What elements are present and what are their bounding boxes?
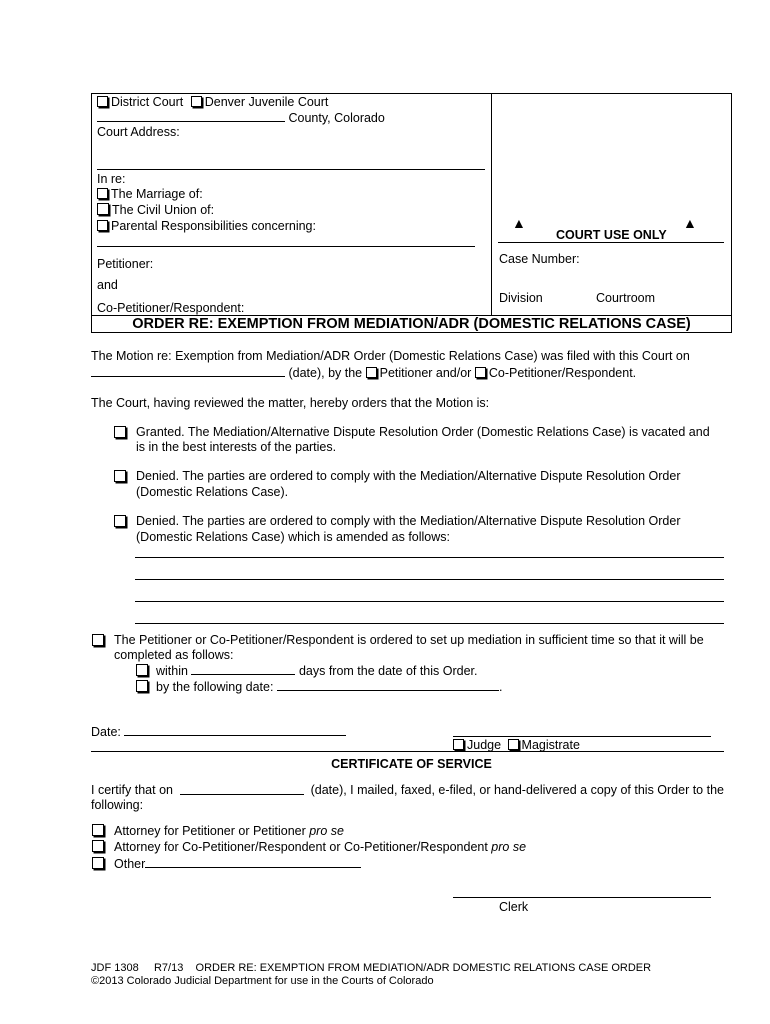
in-re-marriage bbox=[97, 187, 203, 202]
other-blank[interactable] bbox=[145, 856, 361, 868]
parental-checkbox[interactable] bbox=[97, 220, 108, 231]
recipient-2-pro-se: pro se bbox=[491, 840, 527, 854]
recipient-3-checkbox[interactable] bbox=[92, 857, 104, 869]
magistrate-checkbox[interactable] bbox=[508, 739, 519, 750]
mediation-by-date-row bbox=[136, 679, 502, 695]
motion-co-petitioner-label: Co-Petitioner/Respondent. bbox=[488, 366, 637, 380]
amendment-line-4[interactable] bbox=[135, 623, 724, 624]
magistrate-label: Magistrate bbox=[521, 738, 580, 752]
caption-divider bbox=[491, 93, 492, 315]
in-re-parental bbox=[97, 219, 316, 234]
clerk-label: Clerk bbox=[499, 900, 529, 914]
recipient-2-label: Attorney for Co-Petitioner/Respondent or Co-Petitioner/Respondent bbox=[114, 840, 492, 854]
county-suffix: County, Colorado bbox=[288, 111, 385, 125]
denied-line-1: Denied. The parties are ordered to comply with the Mediation/Alternative Dispute Resolution Order bbox=[136, 469, 681, 483]
civil-union-checkbox[interactable] bbox=[97, 203, 109, 215]
certificate-divider bbox=[91, 751, 724, 752]
county-blank[interactable] bbox=[97, 110, 285, 122]
certificate-line-2: following: bbox=[91, 798, 144, 812]
amendment-line-3[interactable] bbox=[135, 601, 724, 602]
within-checkbox[interactable] bbox=[136, 664, 148, 676]
civil-union-label: The Civil Union of: bbox=[112, 203, 215, 217]
mediation-checkbox[interactable] bbox=[92, 634, 104, 646]
footer-line-1: JDF 1308 R7/13 ORDER RE: EXEMPTION FROM MEDIATION/ADR DOMESTIC RELATIONS CASE ORDER bbox=[91, 962, 652, 974]
certify-date-blank[interactable] bbox=[180, 783, 304, 795]
co-petitioner-label: Co-Petitioner/Respondent: bbox=[97, 301, 245, 315]
granted-line-1: Granted. The Mediation/Alternative Dispute Resolution Order (Domestic Relations Case) is vacated and bbox=[136, 425, 710, 439]
denied-checkbox[interactable] bbox=[114, 470, 126, 482]
court-address-line[interactable] bbox=[97, 169, 485, 170]
judge-checkbox[interactable] bbox=[453, 739, 464, 750]
court-address-label: Court Address: bbox=[97, 125, 180, 139]
and-label: and bbox=[97, 278, 118, 292]
by-date-label: by the following date: bbox=[156, 680, 274, 694]
recipient-1-checkbox[interactable] bbox=[92, 824, 104, 836]
certificate-heading: CERTIFICATE OF SERVICE bbox=[331, 757, 492, 771]
motion-date-blank[interactable] bbox=[91, 365, 285, 377]
motion-petitioner-checkbox[interactable] bbox=[366, 367, 377, 378]
recipient-1-pro-se: pro se bbox=[309, 824, 344, 838]
judge-signature-line[interactable] bbox=[453, 736, 711, 737]
parties-line[interactable] bbox=[97, 246, 475, 247]
signature-date-blank[interactable] bbox=[124, 724, 346, 736]
page-title: ORDER RE: EXEMPTION FROM MEDIATION/ADR (DOMESTIC RELATIONS CASE) bbox=[132, 316, 691, 332]
motion-line-1: The Motion re: Exemption from Mediation/ADR Order (Domestic Relations Case) was filed with this Court on bbox=[91, 349, 690, 363]
court-finding: The Court, having reviewed the matter, hereby orders that the Motion is: bbox=[91, 396, 490, 410]
recipient-1 bbox=[92, 824, 344, 839]
denver-juvenile-court-label: Denver Juvenile Court bbox=[204, 95, 329, 109]
certify-suffix: (date), I mailed, faxed, e-filed, or hand-delivered a copy of this Order to the bbox=[310, 783, 724, 797]
court-use-only: COURT USE ONLY bbox=[556, 228, 667, 242]
denied-line-2: (Domestic Relations Case). bbox=[136, 485, 289, 499]
clerk-signature-line[interactable] bbox=[453, 897, 711, 898]
motion-petitioner-label: Petitioner and/or bbox=[379, 366, 472, 380]
recipient-2-checkbox[interactable] bbox=[92, 840, 104, 852]
within-label: within bbox=[156, 664, 188, 678]
denied-amended-line-1: Denied. The parties are ordered to comply with the Mediation/Alternative Dispute Resolution Order bbox=[136, 514, 681, 528]
signature-date-label: Date: bbox=[91, 725, 121, 739]
division-label: Division bbox=[499, 291, 543, 305]
judge-label: Judge bbox=[467, 738, 502, 752]
case-number-label: Case Number: bbox=[499, 252, 580, 266]
certificate-line-1 bbox=[91, 783, 724, 798]
marriage-label: The Marriage of: bbox=[111, 187, 203, 201]
denied-amended-line-2: (Domestic Relations Case) which is amended as follows: bbox=[136, 530, 451, 544]
in-re-label: In re: bbox=[97, 172, 126, 186]
mediation-within-row bbox=[136, 663, 478, 679]
amendment-line-2[interactable] bbox=[135, 579, 724, 580]
within-days-blank[interactable] bbox=[191, 663, 295, 675]
courtroom-label: Courtroom bbox=[596, 291, 656, 305]
mediation-line-2: completed as follows: bbox=[114, 648, 234, 662]
footer-line-2: ©2013 Colorado Judicial Department for use in the Courts of Colorado bbox=[91, 975, 434, 987]
amendment-line-1[interactable] bbox=[135, 557, 724, 558]
granted-checkbox[interactable] bbox=[114, 426, 126, 438]
recipient-3-label: Other bbox=[114, 857, 146, 871]
marriage-checkbox[interactable] bbox=[97, 188, 108, 199]
recipient-3 bbox=[92, 856, 361, 872]
motion-date-by: (date), by the bbox=[288, 366, 363, 380]
certify-prefix: I certify that on bbox=[91, 783, 173, 797]
district-court-label: District Court bbox=[111, 95, 184, 109]
district-court-checkbox[interactable] bbox=[97, 96, 108, 107]
denver-juvenile-court-checkbox[interactable] bbox=[191, 96, 202, 107]
court-use-line bbox=[498, 242, 724, 243]
by-date-checkbox[interactable] bbox=[136, 680, 148, 692]
recipient-2 bbox=[92, 840, 526, 855]
by-date-suffix: . bbox=[498, 680, 503, 694]
mediation-line-1: The Petitioner or Co-Petitioner/Respondent is ordered to set up mediation in sufficient time so that it will be bbox=[114, 633, 704, 647]
parental-label: Parental Responsibilities concerning: bbox=[111, 219, 316, 233]
recipient-1-label: Attorney for Petitioner or Petitioner bbox=[114, 824, 310, 838]
motion-line-2 bbox=[91, 365, 636, 381]
in-re-civil-union bbox=[97, 203, 214, 218]
court-type-row bbox=[97, 95, 328, 110]
triangle-right-icon: ▲ bbox=[683, 215, 697, 231]
motion-co-petitioner-checkbox[interactable] bbox=[475, 367, 486, 378]
signature-date-row bbox=[91, 724, 346, 740]
triangle-left-icon: ▲ bbox=[512, 215, 526, 231]
denied-amended-checkbox[interactable] bbox=[114, 515, 126, 527]
petitioner-label: Petitioner: bbox=[97, 257, 154, 271]
granted-line-2: is in the best interests of the parties. bbox=[136, 440, 337, 454]
within-suffix: days from the date of this Order. bbox=[298, 664, 478, 678]
by-date-blank[interactable] bbox=[277, 679, 499, 691]
county-row bbox=[97, 110, 385, 126]
